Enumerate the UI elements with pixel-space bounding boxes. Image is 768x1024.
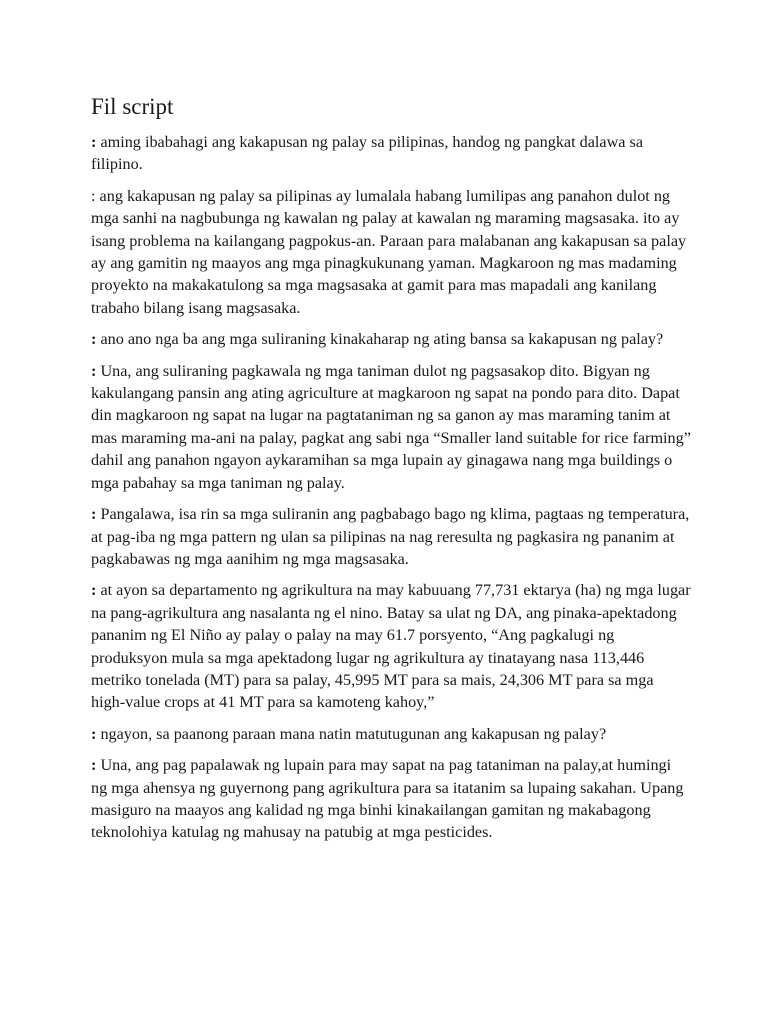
paragraph-marker: : (91, 330, 97, 349)
paragraph-5 (91, 503, 691, 570)
paragraph-4 (91, 360, 691, 494)
paragraph-marker: : (91, 581, 97, 600)
paragraph-text: Pangalawa, isa rin sa mga suliranin ang pagbabago bago ng klima, pagtaas ng temperatura, at pag-iba ng mga pattern ng ulan sa pilipinas na nag reresulta ng pagkasira ng pananim at pagkabawas ng mga aanihim ng mga magsasaka. (91, 505, 690, 568)
paragraph-text: ano ano nga ba ang mga suliraning kinakaharap ng ating bansa sa kakapusan ng palay? (96, 330, 664, 349)
paragraph-text: at ayon sa departamento ng agrikultura na may kabuuang 77,731 ektarya (ha) ng mga lugar na pang-agrikultura ang nasalanta ng el nino. Batay sa ulat ng DA, ang pinaka-apektadong pananim ng El Niño ay palay o palay na may 61.7 porsyento, “Ang pagkalugi ng produksyon mula sa mga apektadong lugar ng agrikultura ay tinatayang nasa 113,446 metriko tonelada (MT) para sa palay, 45,995 MT para sa mais, 24,306 MT para sa mga high-value crops at 41 MT para sa kamoteng kahoy,” (91, 581, 691, 712)
document-page (91, 93, 691, 853)
paragraph-marker: : (91, 186, 96, 205)
paragraph-1 (91, 131, 691, 176)
paragraph-3 (91, 328, 691, 350)
paragraph-7 (91, 723, 691, 745)
paragraph-8 (91, 754, 691, 844)
paragraph-marker: : (91, 133, 97, 151)
paragraph-marker: : (91, 361, 97, 380)
paragraph-text: ang kakapusan ng palay sa pilipinas ay lumalala habang lumilipas ang panahon dulot ng mga sanhi na nagbubunga ng kawalan ng palay at kawalan ng maraming magsasaka. ito ay isang problema na kailangang pagpokus-an. Paraan para malabanan ang kakapusan sa palay ay ang gamitin ng maayos ang mga pinagkukunang yaman. Magkaroon ng mas madaming proyekto na makakatulong sa mga magsasaka at gamit para mas mapadali ang kanilang trabaho bilang isang magsasaka. (91, 186, 687, 317)
paragraph-marker: : (91, 724, 97, 743)
paragraph-text: Una, ang pag papalawak ng lupain para may sapat na pag tataniman na palay,at humingi ng mga ahensya ng guyernong pang agrikultura para sa itatanim sa lupaing sakahan. Upang masiguro na maayos ang kalidad ng mga binhi kinakailangan gamitan ng makabagong teknolohiya katulag ng mahusay na patubig at mga pesticides. (91, 756, 684, 842)
paragraph-text: aming ibabahagi ang kakapusan ng palay sa pilipinas, handog ng pangkat dalawa sa filipino. (91, 133, 644, 174)
paragraph-marker: : (91, 756, 97, 775)
document-title: Fil script (91, 94, 174, 119)
paragraph-marker: : (91, 505, 97, 524)
paragraph-6 (91, 579, 691, 713)
paragraph-2 (91, 185, 691, 319)
paragraph-text: ngayon, sa paanong paraan mana natin matutugunan ang kakapusan ng palay? (96, 724, 607, 743)
paragraph-text: Una, ang suliraning pagkawala ng mga taniman dulot ng pagsasakop dito. Bigyan ng kakulangang pansin ang ating agriculture at magkaroon ng sapat na pondo para dito. Dapat din magkaroon ng sapat na lugar na pagtataniman ng sa ganon ay mas maraming tanim at mas maraming ma-ani na palay, pagkat ang sabi nga “Smaller land suitable for rice farming” dahil ang panahon ngayon aykaramihan sa mga lupain ay ginagawa nang mga buildings o mga pabahay sa mga taniman ng palay. (91, 361, 691, 492)
